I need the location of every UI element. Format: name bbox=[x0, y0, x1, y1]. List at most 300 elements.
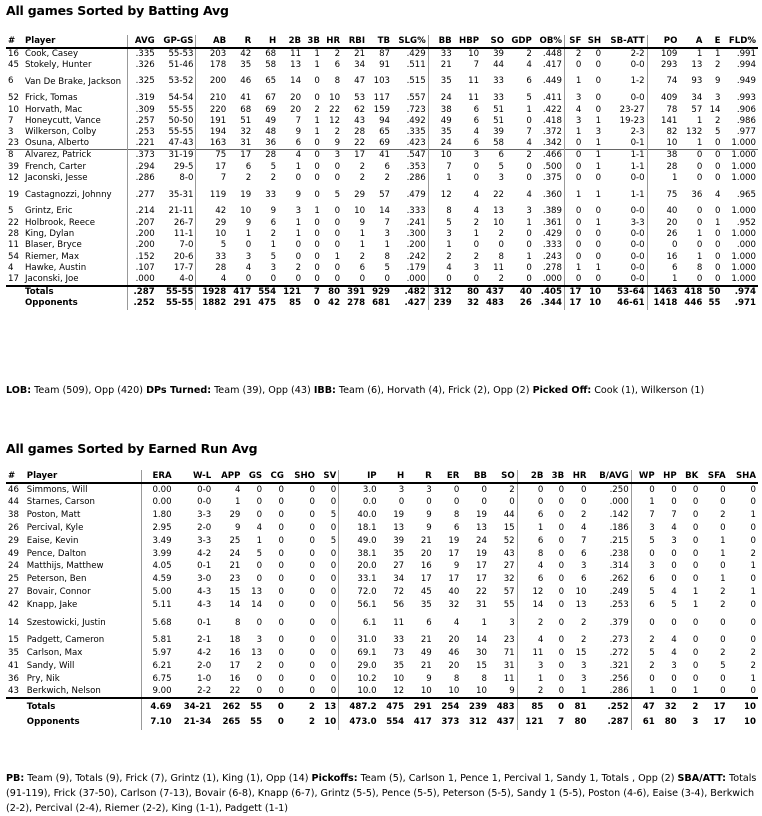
table-cell: 0 bbox=[526, 161, 532, 172]
table-cell: 20 bbox=[448, 635, 460, 646]
table-cell: 0 bbox=[715, 161, 721, 172]
table-cell: 0 bbox=[334, 161, 341, 172]
batting-title: All games Sorted by Batting Avg bbox=[6, 3, 229, 18]
table-cell: .418 bbox=[542, 115, 562, 126]
table-cell: 3-3 bbox=[630, 217, 645, 228]
column-header: SF bbox=[565, 35, 584, 48]
table-cell: 1.000 bbox=[731, 251, 756, 262]
table-cell: 0 bbox=[715, 274, 721, 285]
table-cell: .411 bbox=[542, 93, 562, 104]
table-cell: .326 bbox=[127, 59, 156, 70]
table-cell: 6 bbox=[647, 263, 679, 274]
table-cell: 6 bbox=[631, 599, 656, 612]
header-row bbox=[6, 470, 758, 483]
table-cell: Jaconski, Joe bbox=[24, 274, 79, 285]
table-cell: 65 bbox=[265, 76, 277, 87]
table-cell: 33 bbox=[393, 635, 405, 646]
table-cell: 191 bbox=[196, 116, 228, 127]
table-cell: 58 bbox=[265, 59, 277, 70]
table-cell: 6 bbox=[473, 115, 480, 126]
table-cell: 19 bbox=[393, 509, 405, 520]
table-cell: 75 bbox=[196, 150, 228, 161]
column-header: H bbox=[379, 470, 407, 483]
table-cell: 2 bbox=[359, 172, 366, 183]
table-cell: 0 bbox=[481, 484, 487, 495]
column-header: AVG bbox=[127, 35, 156, 48]
table-cell: 4-3 bbox=[197, 600, 212, 611]
table-cell: 0 bbox=[330, 497, 337, 508]
table-cell: 0 bbox=[595, 104, 602, 115]
table-cell: 1 bbox=[517, 673, 545, 686]
table-row bbox=[6, 647, 758, 660]
table-cell: 0 bbox=[309, 647, 315, 658]
table-cell: 3 bbox=[498, 172, 504, 183]
table-cell: 1 bbox=[481, 617, 487, 628]
table-cell: Jaconski, Jesse bbox=[24, 172, 88, 183]
table-cell: 29 bbox=[196, 217, 228, 228]
table-cell: 0 bbox=[565, 217, 584, 228]
table-cell: 12 bbox=[428, 184, 454, 206]
table-cell: .952 bbox=[736, 217, 756, 228]
table-cell: 55-55 bbox=[168, 104, 194, 115]
table-cell: 20-6 bbox=[173, 251, 194, 262]
table-cell: 5 bbox=[631, 535, 656, 548]
table-cell: 6 bbox=[517, 573, 545, 586]
table-cell: .107 bbox=[127, 263, 156, 274]
table-cell: .294 bbox=[127, 161, 156, 172]
table-cell: 6.1 bbox=[339, 612, 379, 634]
table-cell: 0 bbox=[295, 274, 302, 285]
table-cell: 0 bbox=[750, 600, 756, 611]
table-cell: 2-3 bbox=[630, 127, 645, 138]
table-cell: 4 bbox=[565, 104, 584, 115]
table-cell: 55-55 bbox=[168, 127, 194, 138]
table-cell: .429 bbox=[406, 48, 426, 59]
table-cell: .423 bbox=[406, 138, 426, 149]
table-cell: Berkwich, Nelson bbox=[26, 686, 101, 697]
table-cell: 0 bbox=[692, 561, 699, 572]
table-cell: 9 bbox=[295, 127, 302, 138]
table-cell: 10 bbox=[583, 286, 603, 298]
table-cell: 0 bbox=[303, 150, 322, 161]
table-cell: 57 bbox=[503, 587, 515, 598]
table-cell: 46 bbox=[448, 647, 460, 658]
table-cell: 1 bbox=[595, 217, 602, 228]
table-cell: .252 bbox=[589, 698, 632, 714]
table-cell: 3-0 bbox=[197, 574, 212, 585]
table-cell: 43 bbox=[503, 548, 515, 559]
table-cell: 0 bbox=[692, 535, 699, 546]
table-row bbox=[6, 161, 758, 172]
table-cell: 210 bbox=[196, 93, 228, 104]
table-cell: 483 bbox=[486, 298, 504, 309]
table-cell: 5.68 bbox=[141, 612, 173, 634]
table-cell: 1 bbox=[359, 229, 366, 240]
table-cell: 6 bbox=[481, 150, 506, 161]
table-cell: 278 bbox=[347, 298, 366, 309]
table-cell: 17 bbox=[420, 574, 432, 585]
table-cell: .479 bbox=[406, 189, 426, 200]
table-cell: 0 bbox=[558, 535, 565, 546]
table-cell: 42 bbox=[196, 206, 228, 217]
table-cell: 0 bbox=[692, 522, 699, 533]
header-row bbox=[6, 35, 758, 48]
table-cell: 32 bbox=[657, 698, 679, 714]
table-cell: 5 bbox=[196, 240, 228, 251]
table-cell: 46-61 bbox=[617, 298, 645, 309]
table-cell: Honeycutt, Vance bbox=[24, 115, 101, 126]
column-header: BB bbox=[461, 470, 489, 483]
table-cell: 1 bbox=[428, 173, 454, 184]
table-cell: .186 bbox=[609, 522, 629, 533]
table-cell: 80 bbox=[454, 286, 481, 298]
table-cell: 49 bbox=[428, 116, 454, 127]
table-cell: 1.000 bbox=[723, 150, 759, 161]
table-cell: 2 bbox=[750, 647, 756, 658]
table-cell: 17 bbox=[228, 150, 253, 161]
table-cell: 40 bbox=[647, 206, 679, 217]
column-header: SLG% bbox=[392, 35, 428, 48]
table-cell: 0 bbox=[581, 497, 587, 508]
table-cell: 29 bbox=[8, 535, 19, 546]
table-cell: 0 bbox=[715, 206, 721, 217]
table-cell: 10 bbox=[647, 138, 679, 149]
table-cell: 8 bbox=[453, 673, 460, 684]
table-row bbox=[6, 127, 758, 138]
table-cell: 5 bbox=[715, 127, 721, 138]
column-header: SB-ATT bbox=[603, 35, 647, 48]
table-cell: 0-1 bbox=[630, 138, 645, 149]
table-cell: 0 bbox=[330, 484, 337, 495]
table-cell: 20.0 bbox=[339, 560, 379, 573]
table-cell: 21 bbox=[420, 635, 432, 646]
table-cell: 0 bbox=[295, 172, 302, 183]
table-cell: 0 bbox=[750, 497, 756, 508]
table-cell: .179 bbox=[406, 263, 426, 274]
table-cell: 0 bbox=[692, 574, 699, 585]
table-cell: 94 bbox=[379, 115, 391, 126]
table-cell: 21 bbox=[354, 48, 366, 59]
table-cell: 178 bbox=[196, 59, 228, 70]
table-cell: 239 bbox=[428, 298, 454, 310]
table-row bbox=[6, 71, 758, 93]
table-cell: 0 bbox=[692, 635, 699, 646]
table-cell: 85 bbox=[289, 298, 302, 309]
table-cell: 1 bbox=[565, 71, 584, 93]
table-cell: 1 bbox=[595, 138, 602, 149]
table-cell: 41 bbox=[8, 660, 19, 671]
table-cell: 34 bbox=[354, 59, 366, 70]
table-cell: 0 bbox=[750, 574, 756, 585]
table-cell: 25 bbox=[8, 574, 19, 585]
table-cell: 11 bbox=[493, 263, 504, 274]
table-cell: 0 bbox=[278, 587, 284, 598]
table-cell: 1 bbox=[473, 229, 480, 240]
table-cell: 10 bbox=[354, 206, 366, 217]
table-cell: 0 bbox=[696, 172, 703, 183]
table-cell: 0 bbox=[278, 535, 284, 546]
table-cell: 55 bbox=[250, 717, 263, 728]
table-cell: 220 bbox=[196, 104, 228, 115]
table-cell: 69 bbox=[265, 104, 277, 115]
table-cell: 4 bbox=[196, 274, 228, 285]
table-cell: 8 bbox=[334, 76, 341, 87]
table-cell: 7 bbox=[196, 173, 228, 184]
table-cell: 1-1 bbox=[603, 150, 647, 161]
table-cell: 0 bbox=[595, 229, 602, 240]
table-cell: 0 bbox=[558, 647, 565, 658]
column-header: SHA bbox=[728, 470, 758, 483]
table-cell: .361 bbox=[542, 217, 562, 228]
table-cell: 1-2 bbox=[630, 76, 645, 87]
table-cell: 0-1 bbox=[197, 561, 212, 572]
table-cell: 0 bbox=[558, 484, 565, 495]
table-cell: .000 bbox=[127, 274, 156, 285]
table-cell: .272 bbox=[609, 647, 629, 658]
column-header: 2B bbox=[517, 470, 545, 483]
table-cell: 4 bbox=[234, 484, 241, 495]
table-cell: 0 bbox=[558, 686, 565, 697]
table-cell: 2-2 bbox=[630, 48, 645, 59]
table-cell: 0 bbox=[278, 647, 284, 658]
batting-table bbox=[6, 35, 758, 310]
column-header: BB bbox=[428, 35, 454, 48]
table-cell: .422 bbox=[542, 104, 562, 115]
table-cell: 36 bbox=[265, 138, 277, 149]
table-cell: 1 bbox=[314, 59, 320, 70]
table-cell: 20 bbox=[420, 548, 432, 559]
table-cell: 35 bbox=[8, 647, 19, 658]
table-cell: 29.0 bbox=[339, 660, 379, 673]
table-cell: 5 bbox=[526, 93, 532, 104]
table-cell: 5 bbox=[720, 660, 726, 671]
table-cell: 80 bbox=[322, 286, 342, 298]
table-cell: 0 bbox=[330, 647, 337, 658]
table-cell: 1 bbox=[295, 229, 302, 240]
table-cell: 7 bbox=[526, 127, 532, 138]
table-cell: 33 bbox=[196, 251, 228, 262]
table-cell: 0 bbox=[256, 686, 263, 697]
table-cell: 373 bbox=[441, 717, 460, 728]
table-cell: 0 bbox=[692, 509, 699, 520]
table-cell: 4 bbox=[8, 263, 14, 274]
table-row bbox=[6, 660, 758, 673]
table-cell: 5 bbox=[8, 206, 14, 217]
table-cell: 1 bbox=[715, 217, 721, 228]
table-cell: 33.1 bbox=[339, 573, 379, 586]
table-cell: 0 bbox=[647, 240, 679, 251]
table-cell: .278 bbox=[542, 263, 562, 274]
table-cell: .723 bbox=[406, 104, 426, 115]
table-cell: 24 bbox=[476, 535, 487, 546]
table-cell: 0 bbox=[256, 497, 263, 508]
table-cell: 1 bbox=[696, 229, 703, 240]
table-cell: .344 bbox=[540, 298, 562, 309]
table-cell: .273 bbox=[609, 635, 629, 646]
table-cell: 39 bbox=[493, 127, 504, 138]
table-cell: 33 bbox=[265, 189, 277, 200]
table-cell: 0 bbox=[309, 484, 315, 495]
column-header: AB bbox=[196, 35, 228, 48]
table-cell: 10 bbox=[8, 104, 19, 115]
table-cell: 8 bbox=[384, 251, 391, 262]
table-cell: 27 bbox=[393, 561, 405, 572]
table-cell: 0 bbox=[295, 251, 302, 262]
table-cell: 78 bbox=[647, 104, 679, 115]
table-row bbox=[6, 535, 758, 548]
table-cell: 38.1 bbox=[339, 547, 379, 560]
table-cell: Eaise, Kevin bbox=[26, 535, 79, 546]
table-cell: 312 bbox=[428, 286, 454, 298]
table-cell: 10 bbox=[240, 206, 252, 217]
table-cell: 49 bbox=[420, 647, 432, 658]
table-row bbox=[6, 173, 758, 184]
table-cell: 17 bbox=[8, 274, 19, 285]
table-cell: Pry, Nik bbox=[26, 673, 60, 684]
table-cell: 5.11 bbox=[141, 599, 173, 612]
table-cell: 27 bbox=[503, 561, 515, 572]
table-cell: 38 bbox=[428, 104, 454, 115]
table-cell: 67 bbox=[265, 93, 277, 104]
table-cell: 1 bbox=[581, 686, 587, 697]
table-cell: .215 bbox=[609, 535, 629, 546]
table-cell: 0 bbox=[330, 574, 337, 585]
table-cell: .971 bbox=[734, 298, 756, 309]
table-cell: 8 bbox=[481, 673, 487, 684]
table-cell: 68 bbox=[240, 104, 252, 115]
table-cell: 0 bbox=[330, 600, 337, 611]
table-cell: 57 bbox=[379, 189, 391, 200]
table-cell: 3 bbox=[581, 660, 587, 671]
table-cell: 0 bbox=[278, 574, 284, 585]
column-header: GDP bbox=[506, 35, 534, 48]
table-cell: 32 bbox=[240, 127, 252, 138]
table-cell bbox=[6, 298, 23, 310]
table-cell: 3 bbox=[692, 717, 699, 728]
table-cell: 3.0 bbox=[339, 483, 379, 496]
table-cell: 1 bbox=[750, 561, 756, 572]
table-cell: 3 bbox=[426, 484, 432, 495]
table-cell: 2 bbox=[720, 600, 726, 611]
table-cell: 8 bbox=[517, 547, 545, 560]
table-cell: .242 bbox=[406, 251, 426, 262]
table-row bbox=[6, 104, 758, 115]
table-cell: 0 bbox=[264, 698, 286, 714]
table-cell: 14 bbox=[709, 104, 721, 115]
table-cell: 0 bbox=[426, 497, 432, 508]
table-cell: 3 bbox=[295, 206, 302, 217]
table-cell: 0 bbox=[715, 263, 721, 274]
table-cell: 10 bbox=[744, 717, 756, 728]
table-cell: 1 bbox=[314, 115, 320, 126]
table-cell: .373 bbox=[127, 150, 156, 161]
table-cell: 0 bbox=[595, 59, 602, 70]
table-cell: 33 bbox=[493, 93, 504, 104]
table-cell: 71 bbox=[503, 647, 515, 658]
table-cell: 0 bbox=[671, 574, 677, 585]
table-cell: 9 bbox=[359, 217, 366, 228]
table-cell: 6 bbox=[581, 574, 587, 585]
table-cell: 291 bbox=[406, 698, 434, 714]
table-cell: 1.000 bbox=[731, 229, 756, 240]
table-cell: 35 bbox=[393, 660, 405, 671]
table-cell: 0 bbox=[581, 484, 587, 495]
table-cell: .256 bbox=[609, 673, 629, 684]
table-cell: 7 bbox=[581, 535, 587, 546]
table-cell: 58 bbox=[493, 138, 504, 149]
table-cell: 1-1 bbox=[630, 161, 645, 172]
table-cell: 4 bbox=[526, 59, 532, 70]
table-cell: .993 bbox=[736, 93, 756, 104]
column-header: HBP bbox=[454, 35, 481, 48]
table-cell: 0 bbox=[517, 483, 545, 496]
table-cell: 11 bbox=[517, 647, 545, 660]
table-cell: 61 bbox=[631, 714, 656, 730]
table-cell: 1 bbox=[245, 229, 252, 240]
table-cell: 0 bbox=[473, 274, 480, 285]
table-cell: 15 bbox=[229, 587, 241, 598]
table-cell: 0 bbox=[558, 509, 565, 520]
table-cell: 24 bbox=[8, 561, 19, 572]
table-cell: 1 bbox=[595, 115, 602, 126]
table-cell: 0 bbox=[565, 251, 584, 262]
table-cell: Frick, Tomas bbox=[24, 93, 78, 104]
table-row bbox=[6, 612, 758, 634]
table-cell: 0 bbox=[595, 274, 602, 285]
table-cell: 0 bbox=[558, 635, 565, 646]
table-cell: .250 bbox=[609, 484, 629, 495]
table-cell: .252 bbox=[127, 298, 156, 310]
table-cell: 0 bbox=[277, 717, 284, 728]
table-cell: 0 bbox=[309, 497, 315, 508]
table-cell: 0 bbox=[473, 161, 480, 172]
table-cell: 1.80 bbox=[141, 509, 173, 522]
table-cell: 6 bbox=[631, 573, 656, 586]
table-cell: 2 bbox=[720, 509, 726, 520]
table-cell: Carlson, Max bbox=[26, 647, 83, 658]
table-cell: Poston, Matt bbox=[26, 509, 81, 520]
table-cell: 0 bbox=[715, 138, 721, 149]
table-cell: 0-0 bbox=[197, 497, 212, 508]
table-cell: 8 bbox=[234, 617, 241, 628]
table-cell: 6 bbox=[517, 535, 545, 548]
table-cell: .000 bbox=[406, 274, 426, 285]
table-cell: 16 bbox=[8, 48, 19, 59]
table-cell: 25 bbox=[229, 535, 241, 546]
table-cell: 6 bbox=[8, 76, 14, 87]
column-header: RBI bbox=[342, 35, 367, 48]
table-cell: 6 bbox=[473, 104, 480, 115]
table-cell: 85 bbox=[517, 698, 545, 714]
table-cell: 1 bbox=[583, 150, 603, 161]
totals-row bbox=[6, 698, 758, 714]
table-row bbox=[6, 634, 758, 647]
table-cell: 0.00 bbox=[141, 483, 173, 496]
table-cell: 26-7 bbox=[173, 217, 194, 228]
table-cell: .286 bbox=[406, 172, 426, 183]
table-cell: .262 bbox=[609, 574, 629, 585]
table-cell: 0 bbox=[696, 161, 703, 172]
table-cell: 6 bbox=[581, 548, 587, 559]
column-header: B/AVG bbox=[589, 470, 632, 483]
table-cell: King, Dylan bbox=[24, 229, 75, 240]
table-cell: 10 bbox=[196, 229, 228, 240]
table-cell: 0 bbox=[334, 263, 341, 274]
table-cell: 0 bbox=[558, 522, 565, 533]
table-cell: 0 bbox=[334, 172, 341, 183]
table-cell: 73 bbox=[393, 647, 405, 658]
table-cell: 3.99 bbox=[141, 547, 173, 560]
